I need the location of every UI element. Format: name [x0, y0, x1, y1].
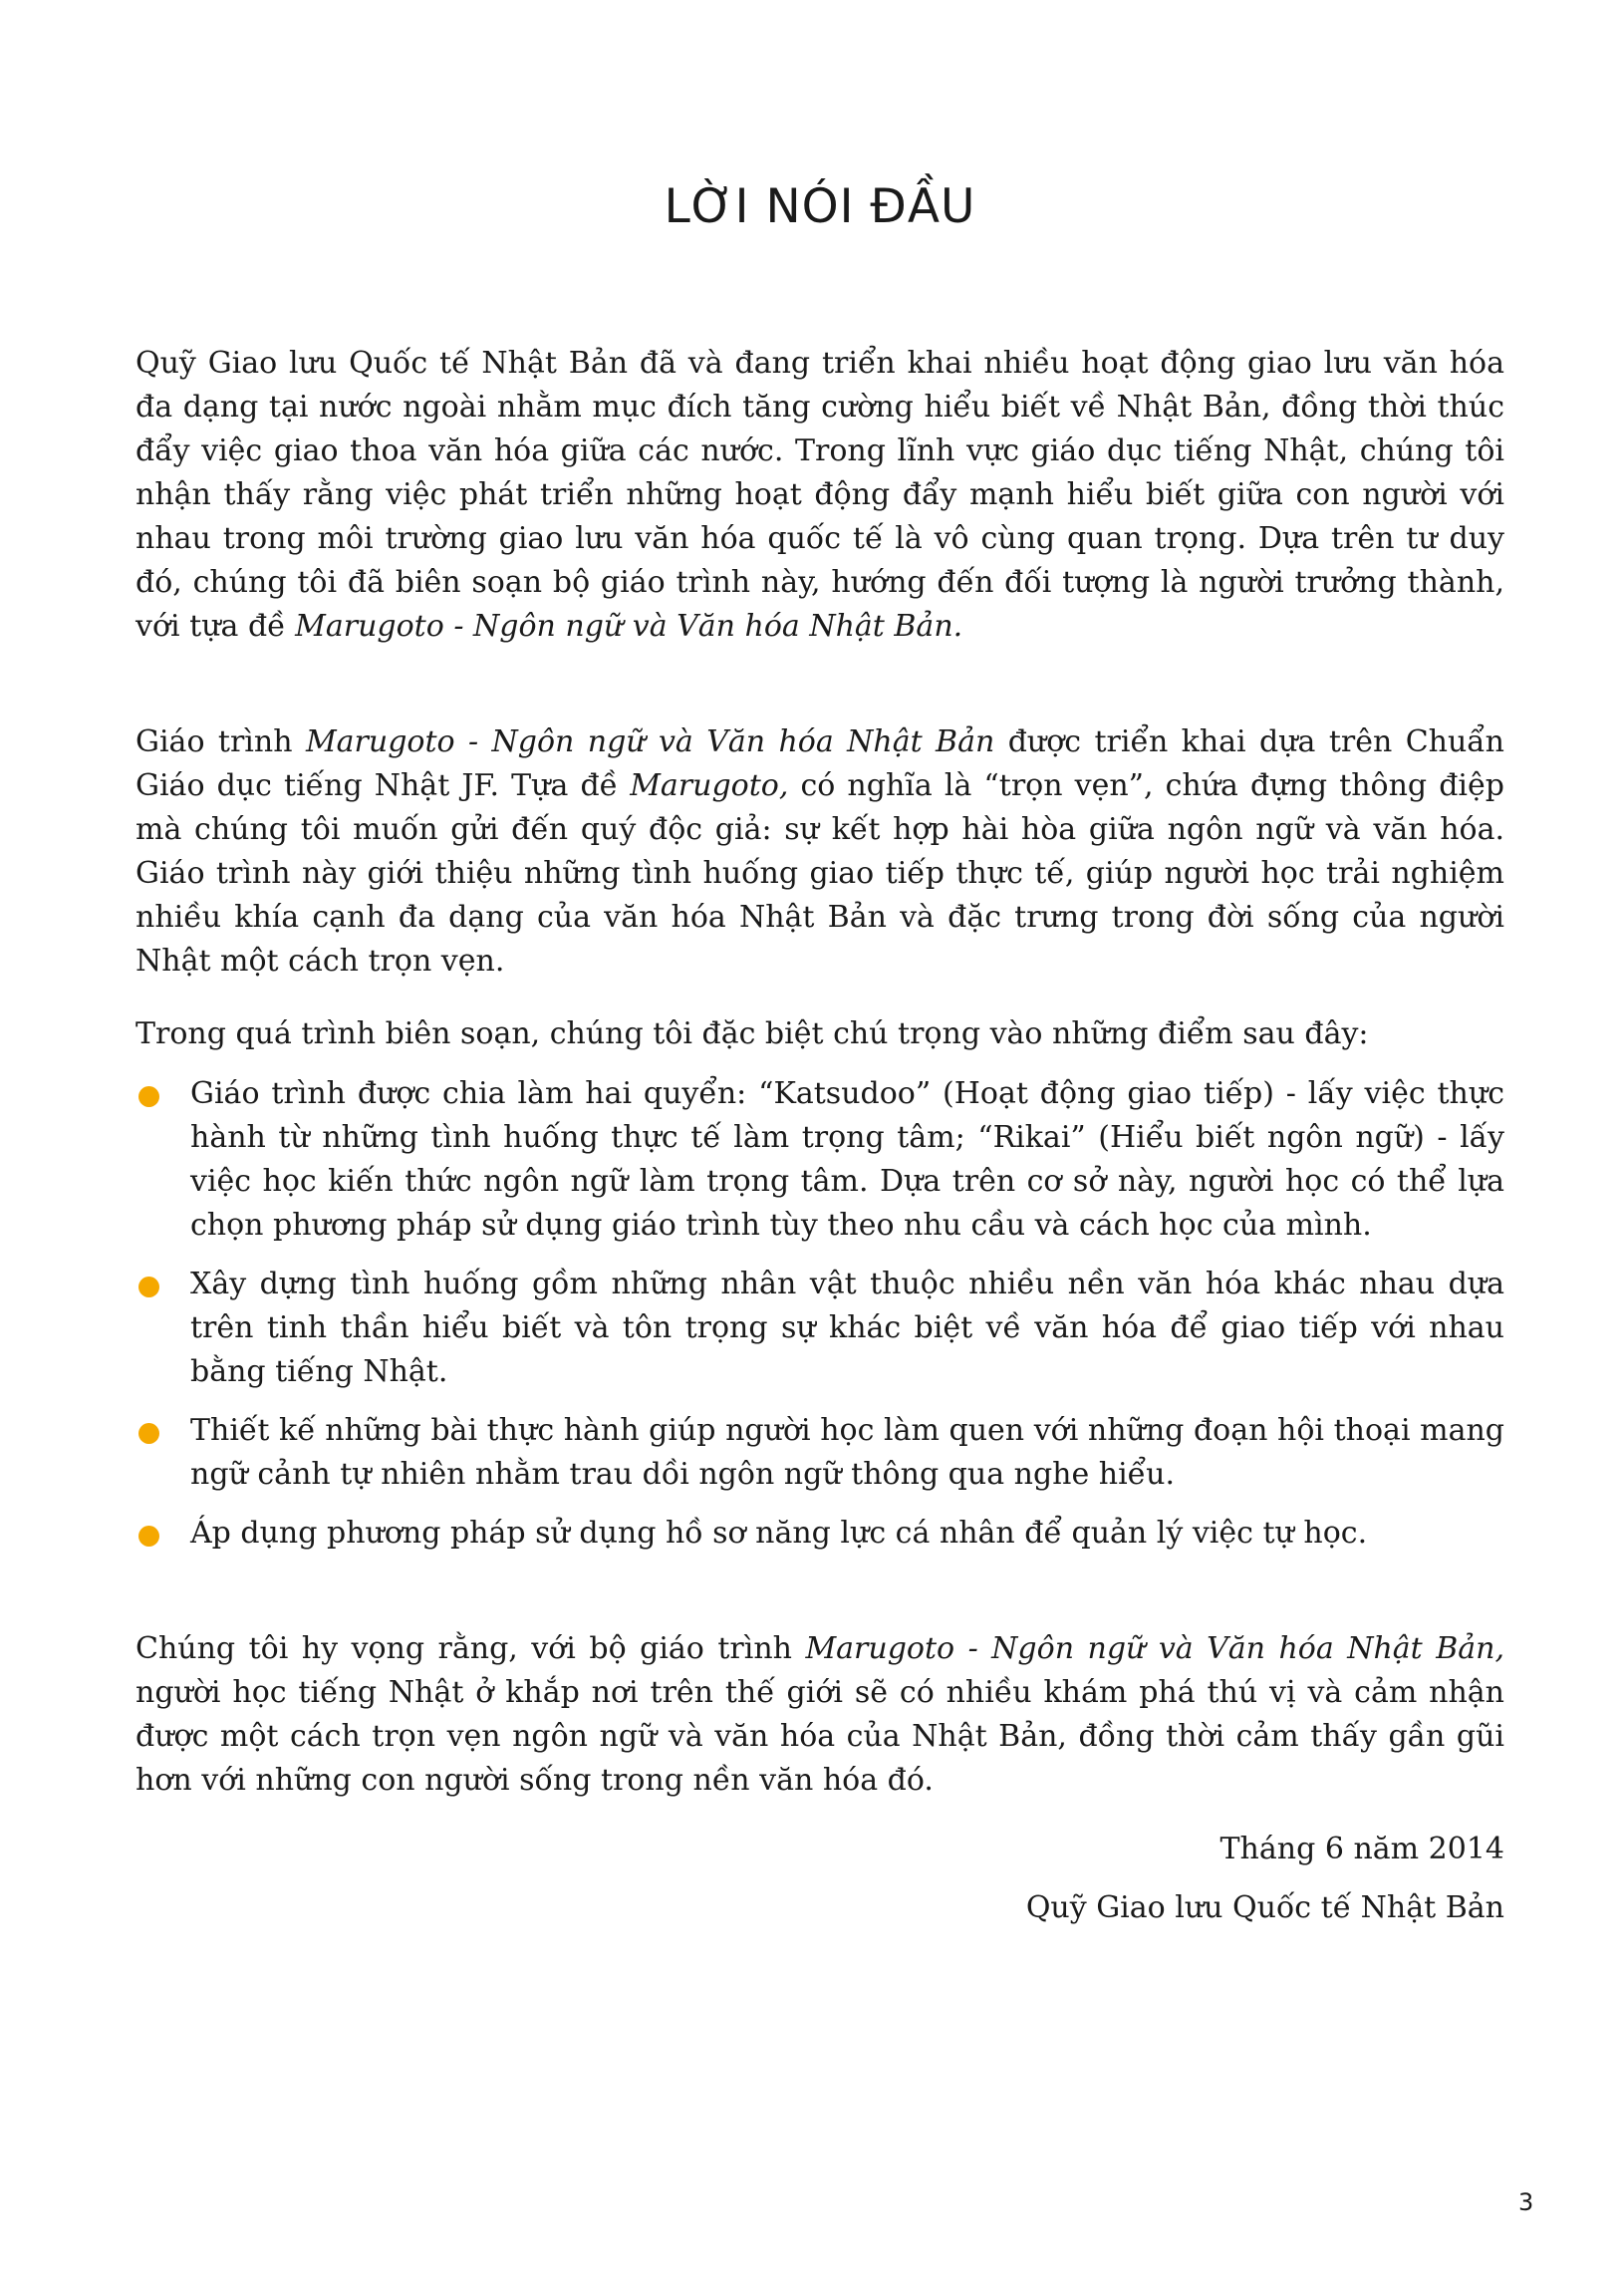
intro-text: Quỹ Giao lưu Quốc tế Nhật Bản đã và đang triển khai nhiều hoạt động giao lưu văn hóa đa dạng tại nước ngoài nhằm mục đích tăng cường hiểu biết về Nhật Bản, đồng thời thúc đẩy việc giao thoa văn hóa giữa các nước. Trong lĩnh vực giáo dục tiếng Nhật, chúng tôi nhận thấy rằng việc phát triển những hoạt động đẩy mạnh hiểu biết giữa con người với nhau trong môi trường giao lưu văn hóa quốc tế là vô cùng quan trọng. Dựa trên tư duy đó, chúng tôi đã biên soạn bộ giáo trình này, hướng đến đối tượng là người trưởng thành, với tựa đề	[135, 346, 1504, 644]
list-item-text: Áp dụng phương pháp sử dụng hồ sơ năng lực cá nhân để quản lý việc tự học.	[190, 1516, 1368, 1551]
marugoto-italic: Marugoto,	[630, 768, 789, 803]
page-title: LỜI NÓI ĐẦU	[664, 179, 976, 234]
signature-date: Tháng 6 năm 2014	[1219, 1832, 1504, 1866]
list-item	[135, 1409, 1504, 1497]
points-intro-paragraph: Trong quá trình biên soạn, chúng tôi đặc biệt chú trọng vào những điểm sau đây:	[135, 1016, 1369, 1051]
bullet-dot-icon	[138, 1086, 159, 1107]
closing-paragraph	[135, 1627, 1504, 1803]
list-item	[135, 1072, 1504, 1248]
description-text-2: được triển khai dựa trên Chuẩn Giáo dục tiếng Nhật JF. Tựa đề	[135, 724, 1505, 803]
list-item	[135, 1512, 1504, 1556]
list-item-text: Thiết kế những bài thực hành giúp người học làm quen với những đoạn hội thoại mang ngữ cảnh tự nhiên nhằm trau dồi ngôn ngữ thông qua nghe hiểu.	[190, 1413, 1504, 1492]
book-title-italic: Marugoto - Ngôn ngữ và Văn hóa Nhật Bản.	[295, 609, 963, 644]
bullet-dot-icon	[138, 1423, 159, 1444]
key-points-list	[135, 1072, 1504, 1570]
signature-organization: Quỹ Giao lưu Quốc tế Nhật Bản	[1025, 1890, 1504, 1925]
book-title-italic: Marugoto - Ngôn ngữ và Văn hóa Nhật Bản	[305, 724, 995, 759]
list-item-text: Xây dựng tình huống gồm những nhân vật thuộc nhiều nền văn hóa khác nhau dựa trên tinh thần hiểu biết và tôn trọng sự khác biệt về văn hóa để giao tiếp với nhau bằng tiếng Nhật.	[190, 1267, 1504, 1389]
description-paragraph	[135, 720, 1504, 984]
page-number: 3	[1518, 2188, 1534, 2216]
document-page	[135, 0, 1504, 2276]
closing-text-2: người học tiếng Nhật ở khắp nơi trên thế giới sẽ có nhiều khám phá thú vị và cảm nhận được một cách trọn vẹn ngôn ngữ và văn hóa của Nhật Bản, đồng thời cảm thấy gần gũi hơn với những con người sống trong nền văn hóa đó.	[135, 1675, 1504, 1798]
book-title-italic: Marugoto - Ngôn ngữ và Văn hóa Nhật Bản,	[805, 1631, 1504, 1666]
description-text-1: Giáo trình	[135, 724, 306, 759]
list-item	[135, 1263, 1504, 1394]
bullet-dot-icon	[138, 1277, 159, 1297]
list-item-text: Giáo trình được chia làm hai quyển: “Katsudoo” (Hoạt động giao tiếp) - lấy việc thực hành từ những tình huống thực tế làm trọng tâm; “Rikai” (Hiểu biết ngôn ngữ) - lấy việc học kiến thức ngôn ngữ làm trọng tâm. Dựa trên cơ sở này, người học có thể lựa chọn phương pháp sử dụng giáo trình tùy theo nhu cầu và cách học của mình.	[190, 1076, 1504, 1243]
intro-paragraph	[135, 342, 1504, 649]
closing-text-1: Chúng tôi hy vọng rằng, với bộ giáo trình	[135, 1631, 806, 1666]
bullet-dot-icon	[138, 1526, 159, 1547]
description-text-3: có nghĩa là “trọn vẹn”, chứa đựng thông điệp mà chúng tôi muốn gửi đến quý độc giả: sự kết hợp hài hòa giữa ngôn ngữ và văn hóa. Giáo trình này giới thiệu những tình huống giao tiếp thực tế, giúp người học trải nghiệm nhiều khía cạnh đa dạng của văn hóa Nhật Bản và đặc trưng trong đời sống của người Nhật một cách trọn vẹn.	[135, 768, 1504, 979]
